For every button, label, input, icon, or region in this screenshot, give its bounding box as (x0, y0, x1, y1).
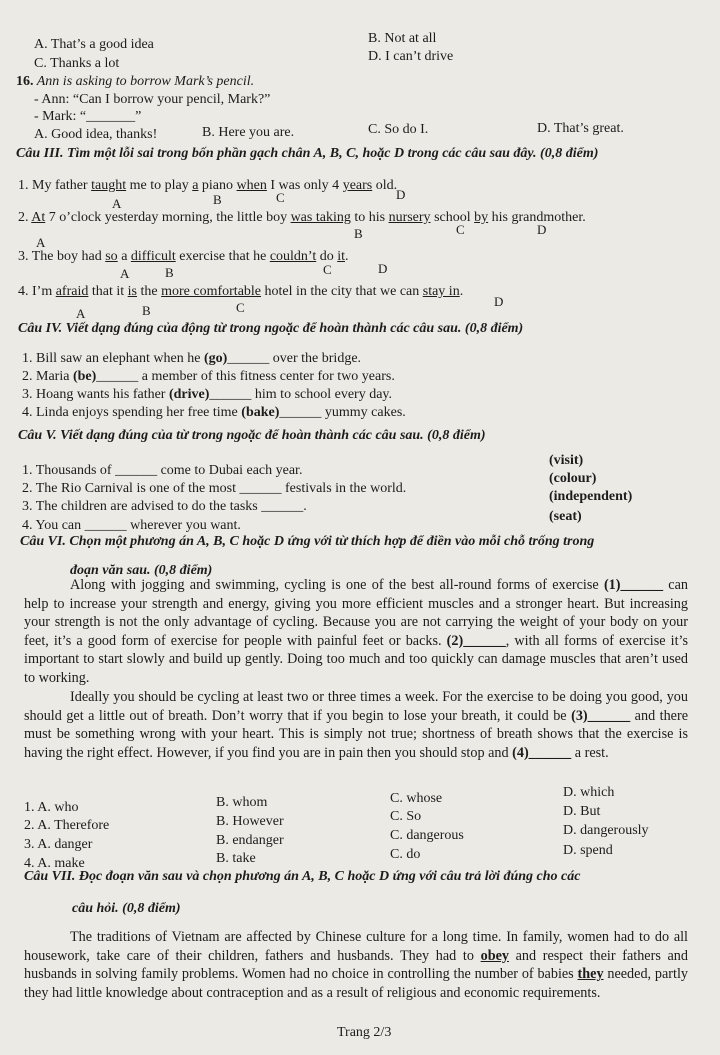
sec6-q4-a: 4. A. make (24, 856, 85, 871)
sec6-q3-a: 3. A. danger (24, 837, 93, 852)
section-3-heading: Câu III. Tìm một lỗi sai trong bốn phần gạch chân A, B, C, hoặc D trong các câu sau đây. (0,8 điểm) (16, 146, 599, 161)
sec3-s4-letter-c: C (236, 300, 245, 315)
sec6-q4-c: C. do (390, 847, 421, 862)
sec6-q3-b: B. endanger (216, 833, 284, 848)
page-number: Trang 2/3 (337, 1025, 392, 1040)
sec3-sentence-2: 2. At 7 o’clock yesterday morning, the little boy was taking to his nursery school by his grandmother. (18, 210, 586, 225)
sec3-sentence-3: 3. The boy had so a difficult exercise that he couldn’t do it. (18, 249, 349, 264)
sec3-s1-letter-c: C (276, 190, 285, 205)
q16-option-d: D. That’s great. (537, 121, 624, 136)
sec5-word-1: (visit) (549, 453, 584, 468)
sec3-s2-letter-b: B (354, 226, 363, 241)
sec6-q1-d: D. which (563, 785, 615, 800)
q15-option-d: D. I can’t drive (368, 49, 454, 64)
section-5-heading: Câu V. Viết dạng đúng của từ trong ngoặc để hoàn thành các câu sau. (0,8 điểm) (18, 428, 486, 443)
sec3-s2-letter-c: C (456, 222, 465, 237)
q15-option-a: A. That’s a good idea (34, 37, 154, 52)
sec3-s3-letter-d: D (378, 261, 388, 276)
sec6-q3-c: C. dangerous (390, 828, 464, 843)
sec6-q1-c: C. whose (390, 791, 443, 806)
q16-stem: 16. Ann is asking to borrow Mark’s pencil. (16, 74, 255, 89)
sec6-q4-d: D. spend (563, 843, 613, 858)
sec4-item-3: 3. Hoang wants his father (drive)______ him to school every day. (22, 387, 393, 402)
sec3-s3-letter-c: C (323, 262, 332, 277)
sec6-q2-d: D. But (563, 804, 601, 819)
sec5-item-4: 4. You can ______ wherever you want. (22, 518, 241, 533)
sec5-word-3: (independent) (549, 489, 633, 504)
sec5-word-2: (colour) (549, 471, 597, 486)
q16-option-c: C. So do I. (368, 122, 429, 137)
sec3-s2-letter-a: A (36, 235, 46, 250)
sec5-word-4: (seat) (549, 509, 582, 524)
sec4-item-2: 2. Maria (be)______ a member of this fitness center for two years. (22, 369, 395, 384)
sec3-s2-letter-d: D (537, 222, 547, 237)
sec6-q4-b: B. take (216, 851, 256, 866)
sec6-q1-a: 1. A. who (24, 800, 79, 815)
sec3-s4-letter-a: A (76, 306, 86, 321)
sec5-item-2: 2. The Rio Carnival is one of the most ______ festivals in the world. (22, 481, 407, 496)
q16-option-b: B. Here you are. (202, 125, 295, 140)
section-4-heading: Câu IV. Viết dạng đúng của động từ trong ngoặc để hoàn thành các câu sau. (0,8 điểm) (18, 321, 524, 336)
sec3-sentence-4: 4. I’m afraid that it is the more comfortable hotel in the city that we can stay in. (18, 284, 464, 299)
sec6-q3-d: D. dangerously (563, 823, 649, 838)
sec6-q2-a: 2. A. Therefore (24, 818, 110, 833)
q15-option-c: C. Thanks a lot (34, 56, 120, 71)
section-7-heading-cont: câu hỏi. (0,8 điểm) (72, 901, 181, 916)
sec6-q1-b: B. whom (216, 795, 268, 810)
q16-mark-line: - Mark: “_______” (34, 109, 142, 124)
sec3-s4-letter-d: D (494, 294, 504, 309)
sec3-s1-letter-d: D (396, 187, 406, 202)
section-6-heading: Câu VI. Chọn một phương án A, B, C hoặc D ứng với từ thích hợp để điền vào mỗi chỗ trống trong (20, 534, 595, 549)
q15-option-b: B. Not at all (368, 31, 437, 46)
sec6-q2-b: B. However (216, 814, 284, 829)
q16-option-a: A. Good idea, thanks! (34, 127, 158, 142)
section-6-heading-cont: đoạn văn sau. (0,8 điểm) (70, 563, 213, 578)
sec3-s1-letter-a: A (112, 196, 122, 211)
sec5-item-3: 3. The children are advised to do the tasks ______. (22, 499, 307, 514)
sec3-sentence-1: 1. My father taught me to play a piano when I was only 4 years old. (18, 178, 398, 193)
section-7-heading: Câu VII. Đọc đoạn văn sau và chọn phương án A, B, C hoặc D ứng với câu trả lời đúng cho các (24, 869, 581, 884)
sec6-q2-c: C. So (390, 809, 422, 824)
sec6-paragraph-2: Ideally you should be cycling at least two or three times a week. For the exercise to be doing you good, you should get a little out of breath. Don’t worry that if you begin to lose your breath, it could be (3)______ and there must be something wrong with your heart. This is simply not true; shortness of breath shows that the exercise is having the right effect. However, if you find you are in pain then you should stop and (4)______ a rest. (24, 689, 688, 761)
sec3-s3-letter-b: B (165, 265, 174, 280)
sec3-s4-letter-b: B (142, 303, 151, 318)
sec4-item-1: 1. Bill saw an elephant when he (go)______ over the bridge. (22, 351, 362, 366)
q16-ann-line: - Ann: “Can I borrow your pencil, Mark?” (34, 92, 271, 107)
sec5-item-1: 1. Thousands of ______ come to Dubai each year. (22, 463, 303, 478)
sec6-paragraph-1: Along with jogging and swimming, cycling is one of the best all-round forms of exercise (1)______ can help to increase your strength and energy, giving you more efficient muscles and a stronger heart. But increasing your strength is not the only advantage of cycling. Because you are not carrying the weight of your body on your feet, it’s a good form of exercise for people with painful feet or backs. (2)______, with all forms of exercise it’s important to start slowly and build up gently. Doing too much and too quickly can damage muscles that aren’t used to working. (24, 577, 689, 686)
sec3-s3-letter-a: A (120, 266, 130, 281)
sec3-s1-letter-b: B (213, 192, 222, 207)
sec7-paragraph: The traditions of Vietnam are affected by Chinese culture for a long time. In family, women had to do all housework, take care of their children, fathers and husbands. They had to obey and respect their fathers and husbands in solving family problems. Women had no choice in controlling the number of babies they needed, partly they had little knowledge about contraception and as a result of religious and economic requirements. (24, 929, 688, 1001)
sec4-item-4: 4. Linda enjoys spending her free time (bake)______ yummy cakes. (22, 405, 406, 420)
